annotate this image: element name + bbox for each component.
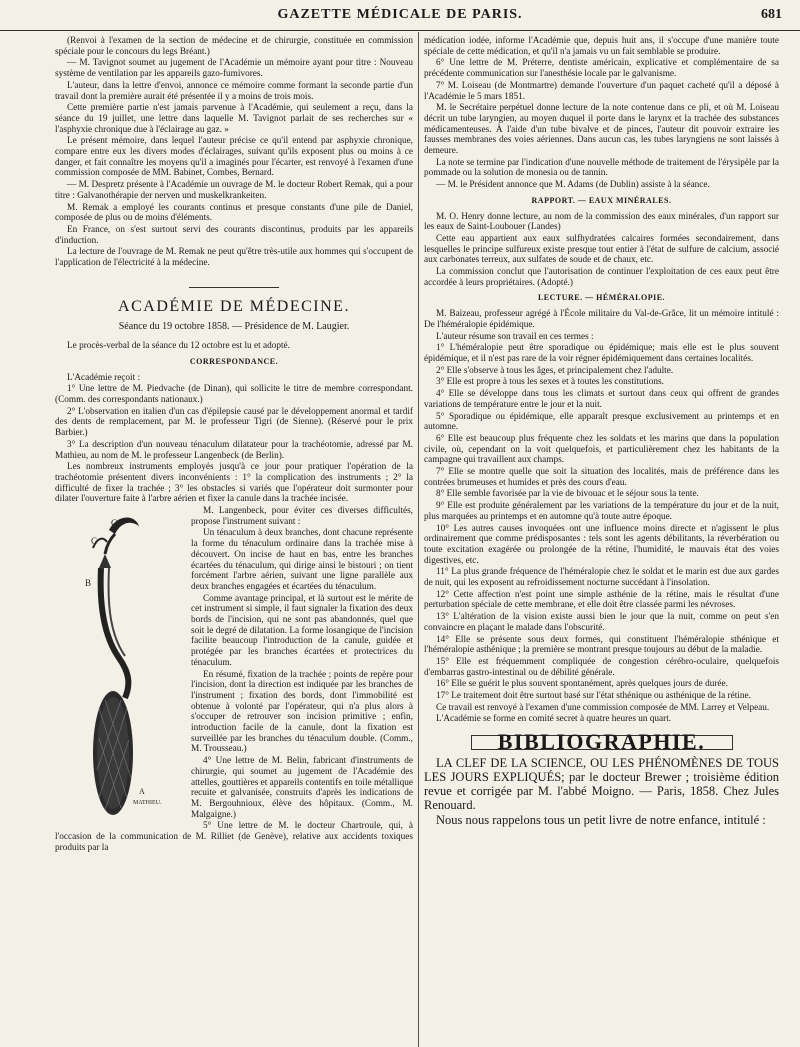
paragraph: (Renvoi à l'examen de la section de médecine et de chirurgie, constituée en commission spéciale pour le concours du legs Bréant.) [55,36,413,57]
paragraph: Un ténaculum à deux branches, dont chacune représente la forme du ténaculum ordinaire dans la trachée mise à découvert. On incise de haut en bas, entre les branches écartées du ténaculum, qui dirige ainsi le bistouri ; on tient forcément l'arbre aérien, suivant une ligne parallèle aux deux branches engagées et écartées du ténaculum. [191,528,413,592]
list-item: 13° L'altération de la vision existe aussi bien le jour que la nuit, comme on peut s'en convaincre en plaçant le malade dans l'obscurité. [424,612,779,633]
bibliography-title: BIBLIOGRAPHIE. [497,729,706,755]
paragraph: Cette eau appartient aux eaux sulfhydratées calcaires formées secondairement, dans lesquelles le principe sulfureux existe presque tout entier à l'état de sulfure de calcium, associé aux carbonates terreux, aux sulfates de soude et de chaux, etc. [424,233,779,266]
paragraph: 2° L'observation en italien d'un cas d'épilepsie causé par le développement anormal et tardif des dents de remplacement, par M. le professeur Tigri (de Sienne). (Réservé pour le prix Barbier.) [55,406,413,439]
paragraph: L'Académie reçoit : [67,372,141,383]
list-item: 12° Cette affection n'est point une simple asthénie de la rétine, mais le résultat d'une perturbation spéciale de cette membrane, et elle doit être classée parmi les névroses. [424,589,779,611]
section-title: ACADÉMIE DE MÉDECINE. [118,297,350,315]
paragraph: 5° Une lettre de M. le docteur Chartroule, qui, à l'occasion de la communication de M. Rilliet (de Genève), relative aux accidents toxiques produits par la [55,821,413,853]
paragraph: M. le Secrétaire perpétuel donne lecture de la note contenue dans ce pli, et où M. Loiseau décrit un tube laryngien, au moyen duquel il porte dans le larynx et la trachée des substances médicamenteuses. À l'aide d'un tube bivalve et de pinces, l'auteur dit pouvoir extraire les fausses membranes des voies aériennes. Dans aucun cas, les tubes laryngiens ne sont laissés à demeure. [424,103,779,157]
paragraph: 1° Une lettre de M. Piedvache (de Dinan), qui sollicite le titre de membre correspondant. (Comm. des correspondants nationaux.) [55,384,413,405]
list-item: 15° Elle est fréquemment compliquée de congestion cérébro-oculaire, quelquefois d'embarras gastro-intestinal ou de débilité générale. [424,656,779,678]
list-item: 11° La plus grande fréquence de l'héméralopie chez le soldat et le marin est due aux gardes de nuit, qui les exposent au refroidissement nocturne succédant à l'insolation. [424,567,779,589]
paragraph: M. Langenbeck, pour éviter ces diverses difficultés, propose l'instrument suivant : [191,506,413,527]
bibliography-box [471,729,733,755]
list-item: 1° L'héméralopie peut être sporadique ou épidémique; mais elle est le plus souvent épidémique, et il n'est pas rare de la voir régner épidémiquement dans certaines localités. [424,343,779,364]
maker-stamp: MATHIEU. [133,800,162,807]
left-column [55,36,413,1042]
paragraph: 6° Une lettre de M. Préterre, dentiste américain, explicative et complémentaire de sa précédente communication sur l'anesthésie locale par le galvanisme. [424,58,779,80]
tenaculum-drawing [55,508,185,820]
column-rule [418,32,419,1047]
paragraph: La commission conclut que l'autorisation de continuer l'exploitation de ces eaux peut être accordée à leurs propriétaires. (Adopté.) [424,267,779,288]
paragraph: M. O. Henry donne lecture, au nom de la commission des eaux minérales, d'un rapport sur les eaux de Saint-Loubouer (Landes) [424,211,779,233]
list-item: 8° Elle semble favorisée par la vie de bivouac et le séjour sous la tente. [436,489,699,500]
paragraph: L'auteur, dans la lettre d'envoi, annonce ce mémoire comme formant la seconde partie d'un travail dont la première aurait été présentée il y a moins de trois mois. [55,80,413,102]
paragraph: En résumé, fixation de la trachée ; points de repère pour l'incision, dont la direction est indiquée par les branches de l'instrument ; fixation des bords, dont l'immobilité est obtenue à volonté par l'opérateur, qui n'a plus alors à s'occuper de retrouver son incision primitive ; enfin, introduction facile de la canule, dont la fixation est surveillée par les branches du ténaculum double. (Comm., M. Trousseau.) [191,669,413,755]
paragraph: 7° M. Loiseau (de Montmartre) demande l'ouverture d'un paquet cacheté qu'il a déposé à l'Académie le 5 mars 1851. [424,80,779,102]
list-item: 17° Le traitement doit être surtout basé sur l'état sthénique ou asthénique de la rétine. [436,691,751,702]
tenaculum-illustration [55,508,185,820]
book-reference: LA CLEF DE LA SCIENCE, OU LES PHÉNOMÈNES DE TOUS LES JOURS EXPLIQUÉS; par le docteur Brewer ; troisième édition revue et corrigée par M. l'abbé Moigno. — Paris, 1858. Chez Jules Renouard. [424,755,779,812]
figure-label: B [85,578,92,589]
list-item: 16° Elle se guérit le plus souvent spontanément, après quelques jours de durée. [436,679,728,690]
list-item: 14° Elle se présente sous deux formes, qui constituent l'héméralopie sthénique et l'héméralopie asthénique ; la première se montrant presque toujours au début de la maladie. [424,634,779,656]
list-item: 10° Les autres causes invoquées ont une influence moins directe et n'agissent le plus ordinairement que comme prédisposantes : tels sont les agents débilitants, la réverbération ou toute excitation exagérée ou prolongée de la rétine, l'humidité, le mauvais état des voies digestives, etc. [424,523,779,566]
paragraph: Cette première partie n'est jamais parvenue à l'Académie, qui seulement a reçu, dans la séance du 19 juillet, une lettre dans laquelle M. Tavignot parlait de ses recherches sur « l'asphyxie chronique due à l'éclairage au gaz. » [55,103,413,135]
paragraph: La note se termine par l'indication d'une nouvelle méthode de traitement de l'érysipèle par la pommade ou la solution de monesia ou de tannin. [424,157,779,179]
paragraph: 4° Une lettre de M. Belin, fabricant d'instruments de chirurgie, qui soumet au jugement de l'Académie des attelles, gouttières et appareils contentifs en toile métallique recuite et galvanisée, construits d'après les indications de M. Bergouhnioux, élève des hôpitaux. (Comm., M. Malgaigne.) [191,756,413,820]
page-number: 681 [761,7,782,22]
journal-title: GAZETTE MÉDICALE DE PARIS. [277,7,523,22]
paragraph: La lecture de l'ouvrage de M. Remak ne peut qu'être très-utile aux hommes qui s'occupent de l'application de l'électricité à la médecine. [55,247,413,269]
paragraph: L'auteur résume son travail en ces termes : [436,331,594,342]
paragraph: 3° La description d'un nouveau ténaculum dilatateur pour la trachéotomie, adressé par M. Mathieu, au nom de M. le professeur Langenbeck (de Berlin). [55,439,413,461]
subsection-heading: CORRESPONDANCE. [189,356,279,366]
list-item: 9° Elle est produite généralement par les variations de la température du jour et de la nuit, plus marquées au printemps et en automne qu'à toute autre époque. [424,501,779,522]
paragraph: Le procès-verbal de la séance du 12 octobre est lu et adopté. [67,341,290,352]
paragraph: Comme avantage principal, et là surtout est le mérite de cet instrument si simple, il faut signaler la fixation des deux bords de l'incision, qui ne sont pas abandonnés, quel que soit le degré de dilatation. La forme losangique de l'incision facilite beaucoup l'introduction de la canule, guidée et protégée par les branches écartées et protectrices du ténaculum. [191,593,413,668]
paragraph: Les nombreux instruments employés jusqu'à ce jour pour pratiquer l'opération de la trachéotomie présentent divers inconvénients : 1° la complication des instruments ; 2° la difficulté de fixer la trachée ; 3° les obstacles si variés que l'opérateur doit surmonter pour dilater l'ouverture faite à l'arbre aérien et fixer la canule dans la trachée incisée. [55,462,413,505]
figure-label: A [139,787,145,797]
paragraph: Ce travail est renvoyé à l'examen d'une commission composée de MM. Larrey et Velpeau. [436,702,770,713]
list-item: 6° Elle est beaucoup plus fréquente chez les soldats et les marins que dans la population civile, où, cependant on la voit quelquefois, et particulièrement chez les habitants de la campagne qui travaillent aux champs. [424,433,779,466]
paragraph: M. Remak a employé les courants continus et presque constants d'une pile de Daniel, composée de plus ou de moins d'éléments. [55,202,413,224]
subsection-heading: RAPPORT. — EAUX MINÉRALES. [531,195,672,205]
paragraph: — M. le Président annonce que M. Adams (de Dublin) assiste à la séance. [436,180,710,191]
paragraph: — M. Tavignot soumet au jugement de l'Académie un mémoire ayant pour titre : Nouveau système de ventilation par les appareils gazo-fumivores. [55,58,413,80]
paragraph: En France, on s'est surtout servi des courants discontinus, produits par les appareils d'induction. [55,224,413,246]
paragraph: médication iodée, informe l'Académie que, depuis huit ans, il s'occupe d'une manière toute spéciale de cette médication, et qu'il n'a jamais vu un fait semblable se produire. [424,36,779,57]
paragraph: L'Académie se forme en comité secret à quatre heures un quart. [436,714,672,725]
list-item: 3° Elle est propre à tous les sexes et à toutes les constitutions. [436,377,664,388]
session-heading: Séance du 19 octobre 1858. — Présidence de M. Laugier. [118,321,350,333]
figure-label: C [111,518,118,529]
paragraph: — M. Despretz présente à l'Académie un ouvrage de M. le docteur Robert Remak, qui a pour titre : Galvanothérapie der nerven und muskelkrankeiten. [55,180,413,201]
list-item: 5° Sporadique ou épidémique, elle apparaît presque exclusivement au printemps et en automne. [424,411,779,433]
page-header [0,0,800,31]
list-item: 7° Elle se montre quelle que soit la situation des localités, mais de préférence dans les contrées brumeuses et humides et près des cours d'eau. [424,467,779,488]
subsection-heading: LECTURE. — HÉMÉRALOPIE. [537,293,666,303]
paragraph: Nous nous rappelons tous un petit livre de notre enfance, intitulé : [436,812,766,827]
section-separator [189,287,279,288]
right-column [424,36,779,1042]
list-item: 2° Elle s'observe à tous les âges, et principalement chez l'adulte. [436,365,674,376]
list-item: 4° Elle se développe dans tous les climats et surtout dans ceux qui offrent de grandes variations de température entre le jour et la nuit. [424,389,779,410]
paragraph: Le présent mémoire, dans lequel l'auteur précise ce qu'il entend par asphyxie chronique, compare entre eux les divers modes d'éclairages, suivant qu'ils exposent plus ou moins à ce danger, et fait connaître les moyens qu'il a imaginés pour l'écarter, est renvoyé à l'examen d'une commission composée de MM. Babinet, Combes, Bernard. [55,136,413,179]
paragraph: M. Baizeau, professeur agrégé à l'École militaire du Val-de-Grâce, lit un mémoire intitulé : De l'héméralopie épidémique. [424,309,779,330]
figure-label: C [91,536,98,547]
